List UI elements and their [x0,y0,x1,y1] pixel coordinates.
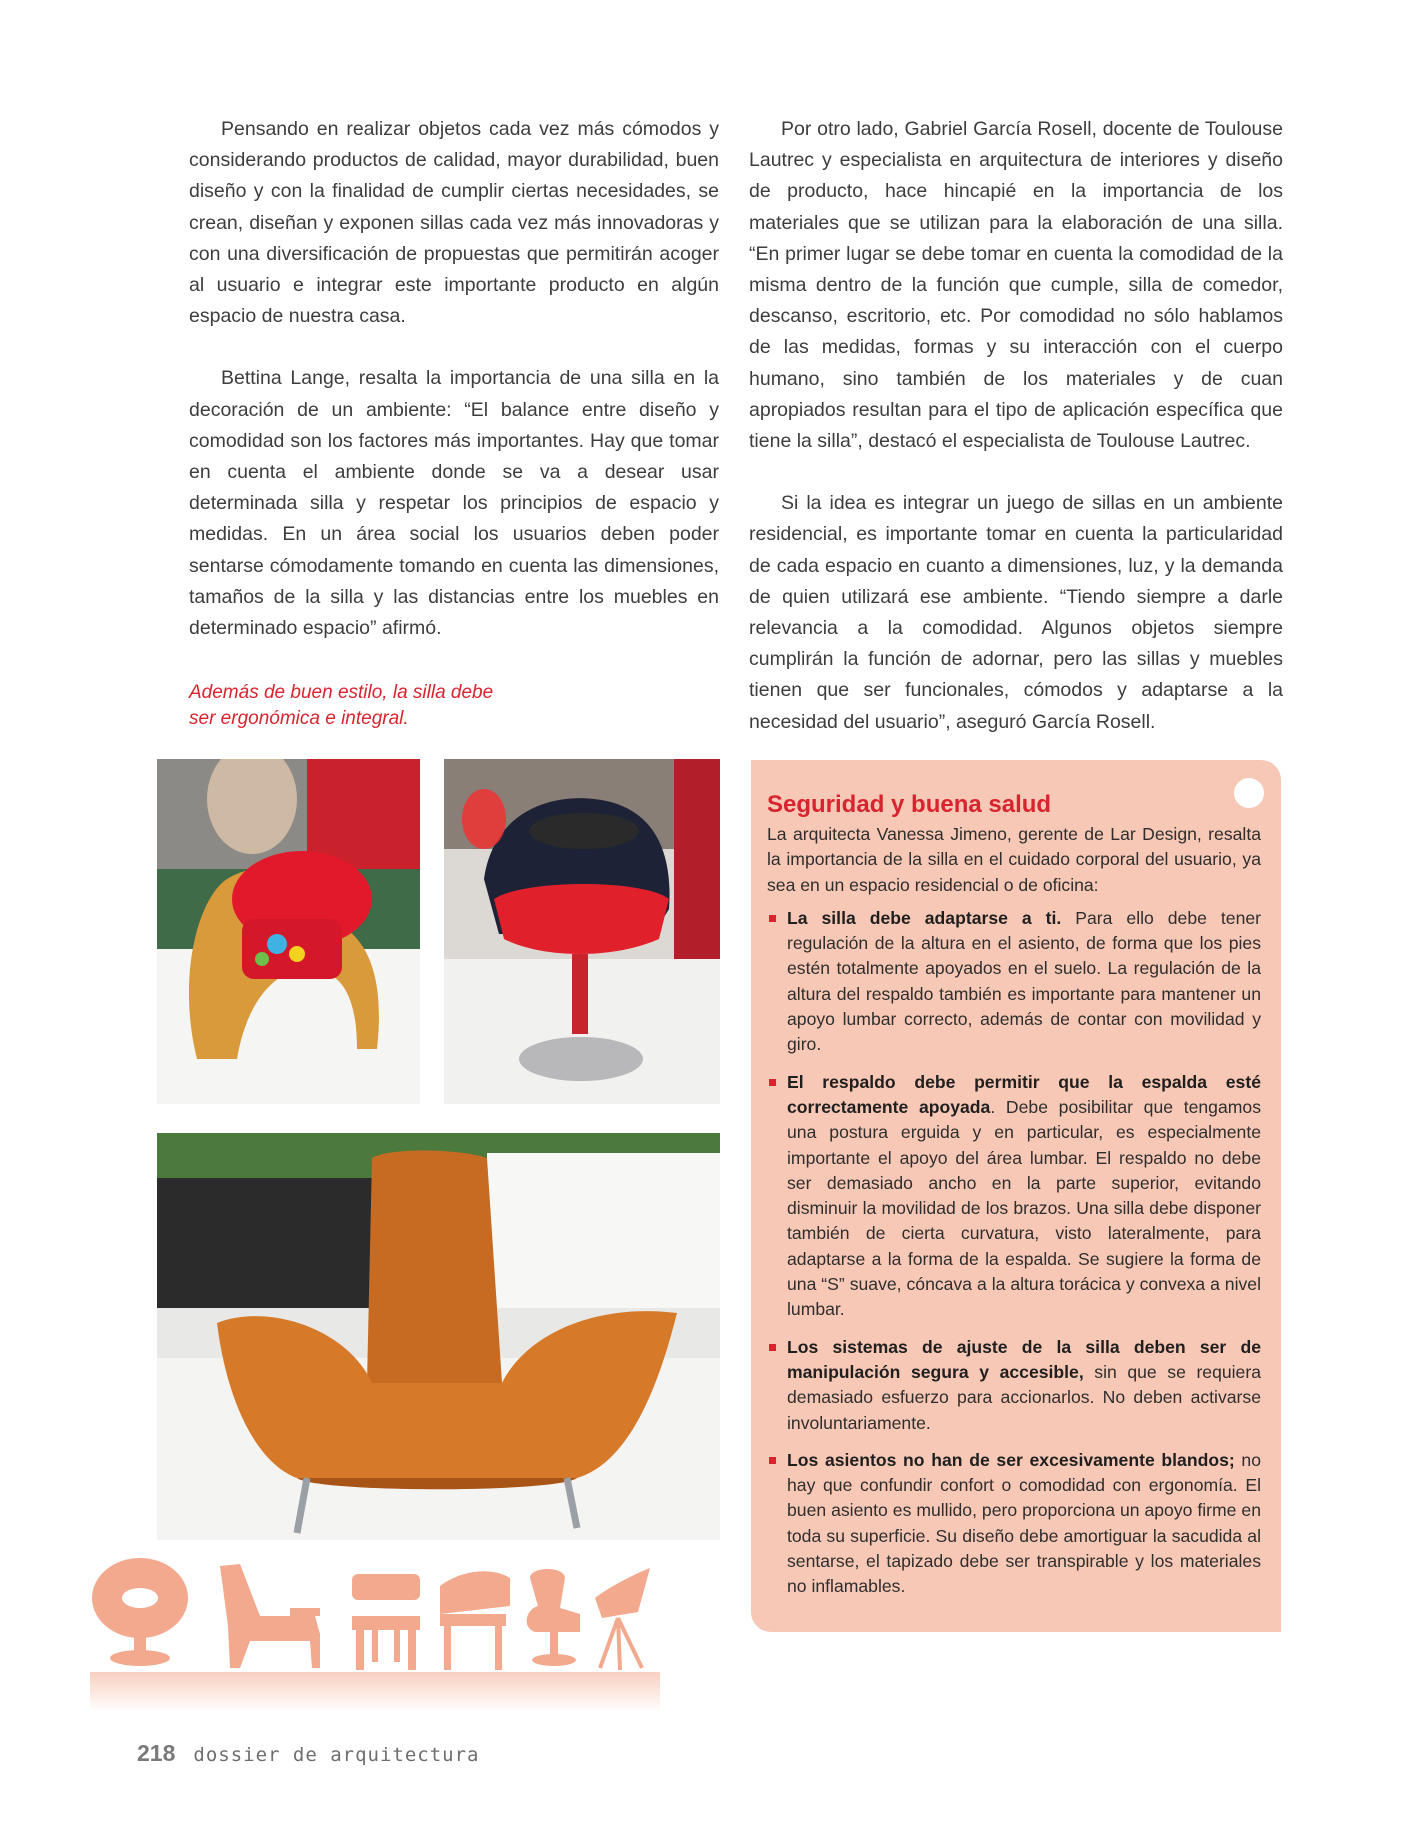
health-sidebar [751,760,1281,1632]
cafe-chair-silhouette-icon [440,1571,510,1670]
page-number: 218 [137,1740,176,1766]
left-paragraph-1: Pensando en realizar objetos cada vez más cómodos y considerando productos de calidad, mayor durabilidad, buen diseño y con la finalidad de cumplir ciertas necesidades, se crean, diseñan y exponen sillas cada vez más innovadoras y con una diversificación de propuestas que permitirán acoger al usuario e integrar este importante producto en algún espacio de nuestra casa. [189,118,719,328]
left-paragraph-2: Bettina Lange, resalta la importancia de una silla en la decoración de un ambiente: “El balance entre diseño y comodidad son los factores más importantes. Hay que tomar en cuenta el ambiente donde se va a desear usar determinada silla y respetar los principios de espacio y medidas. En un área social los usuarios deben poder sentarse cómodamente tomando en cuenta las dimensiones, tamaños de la silla y las distancias entre los muebles en determinado espacio” afirmó. [189,367,719,640]
wooden-lounge-chair-photo [157,1133,720,1540]
wicker-chair-photo [157,759,420,1104]
bullet-text: . Debe posibilitar que tengamos una postura erguida y en particular, es especialmente importante el apoyo del área lumbar. El respaldo no debe ser demasiado ancho en la parte superior, evitando disminuir la movilidad de los brazos. Una silla debe disponer también de cierta curvatura, visto lateralmente, para adaptarse a la forma de la espalda. Se sugiere la forma de una “S” suave, cóncava a la altura torácica y convexa a nivel lumbar. [787,1096,1261,1320]
left-column [189,114,719,644]
armchair-silhouette-icon [220,1564,320,1668]
bullet-text: sin que se requiera demasiado esfuerzo para accionarlos. No deben activarse involuntariamente. [787,1361,1261,1433]
bullet-bold-text: Los asientos no han de ser excesivamente blandos; [787,1449,1235,1470]
page-footer [137,1740,479,1767]
bullet-text: no hay que confundir confort o comodidad con ergonomía. El buen asiento es mullido, pero proporciona un apoyo firme en toda su superficie. Su diseño debe amortiguar la sacudida al sentarse, el tapizado debe ser transpirable y los materiales no inflamables. [787,1449,1261,1597]
right-paragraph-2: Si la idea es integrar un juego de sillas en un ambiente residencial, es importante tomar en cuenta la particularidad de cada espacio en cuanto a dimensiones, luz, y la demanda de quien utilizará ese ambiente. “Tiendo siempre a darle relevancia a la comodidad. Algunos objetos siempre cumplirán la función de adornar, pero las sillas y muebles tienen que ser funcionales, cómodos y adaptarse a la necesidad del usuario”, aseguró García Rosell. [749,492,1283,733]
egg-chair-silhouette-icon [92,1558,188,1666]
swan-chair-silhouette-icon [527,1569,580,1666]
bullet-text: Para ello debe tener regulación de la altura en el asiento, de forma que los pies estén totalmente apoyados en el suelo. La regulación de la altura del respaldo también es importante para mantener un apoyo lumbar correcto, además de contar con movilidad y giro. [787,907,1261,1055]
list-item [767,906,1261,1058]
publication-name: dossier de arquitectura [193,1744,480,1766]
sidebar-title: Seguridad y buena salud [767,791,1052,818]
list-item [767,1070,1261,1323]
bullet-bold-text: El respaldo debe permitir que la espalda esté correctamente apoyada [787,1071,1261,1117]
list-item [767,1335,1261,1436]
list-item [767,1448,1261,1600]
bullet-bold-text: La silla debe adaptarse a ti. [787,907,1062,928]
chair-silhouettes [90,1556,730,1720]
dining-chair-silhouette-icon [352,1574,420,1670]
modern-chair-silhouette-icon [595,1568,650,1670]
right-column [749,114,1283,738]
right-paragraph-1: Por otro lado, Gabriel García Rosell, docente de Toulouse Lautrec y especialista en arquitectura de interiores y diseño de producto, hace hincapié en la importancia de los materiales que se utilizan para la elaboración de una silla. “En primer lugar se debe tomar en cuenta la comodidad de la misma dentro de la función que cumple, silla de comedor, descanso, escritorio, etc. Por comodidad no sólo hablamos de las medidas, formas y su interacción con el cuerpo humano, sino también de los materiales y de cuan apropiados resultan para el tipo de aplicación específica que tiene la silla”, destacó el especialista de Toulouse Lautrec. [749,118,1283,453]
bullet-bold-text: Los sistemas de ajuste de la silla deben ser de manipulación segura y accesible, [787,1336,1261,1382]
red-swivel-chair-photo [444,759,720,1104]
pullquote: Además de buen estilo, la silla debe ser ergonómica e integral. [189,682,494,729]
sidebar-intro: La arquitecta Vanessa Jimeno, gerente de Lar Design, resalta la importancia de la silla en el cuidado corporal del usuario, ya sea en un espacio residencial o de oficina: [767,824,1261,895]
sidebar-bullet-list [767,906,1261,1600]
circle-decoration-icon [1234,778,1264,808]
